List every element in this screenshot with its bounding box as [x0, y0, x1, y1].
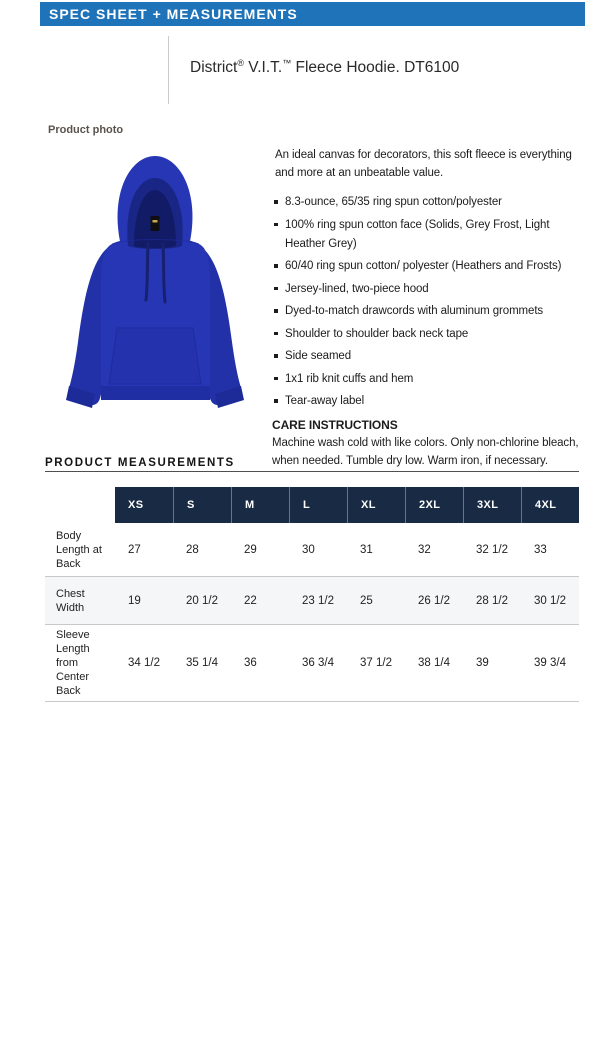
size-column-header: XL — [347, 487, 405, 523]
intro-line: and more at an unbeatable value. — [275, 167, 444, 179]
row-label: Sleeve Length from Center Back — [45, 625, 115, 702]
title-line: V.I.T. — [244, 59, 283, 76]
hoodie-illustration — [56, 144, 254, 416]
feature-bullet — [272, 325, 584, 344]
banner-bar — [40, 2, 585, 26]
measurement-value: 36 — [231, 625, 289, 702]
size-column-header: 4XL — [521, 487, 579, 523]
measurement-value: 20 1/2 — [173, 577, 231, 625]
bullet-icon — [272, 370, 285, 389]
measurement-value: 30 — [289, 523, 347, 577]
size-column-header: L — [289, 487, 347, 523]
feature-bullet — [272, 193, 584, 212]
measurement-value: 27 — [115, 523, 173, 577]
care-line: Machine wash cold with like colors. Only non-chlorine bleach, — [272, 437, 579, 449]
measurement-value: 39 3/4 — [521, 625, 579, 702]
size-column-header: 2XL — [405, 487, 463, 523]
title-product: Fleece Hoodie. DT6100 — [291, 59, 460, 76]
bullet-text: 1x1 rib knit cuffs and hem — [285, 372, 414, 385]
feature-bullet — [272, 392, 584, 411]
care-instructions-text — [272, 434, 584, 470]
bullet-icon — [272, 302, 285, 321]
measurement-value: 22 — [231, 577, 289, 625]
bullet-text: Side seamed — [285, 350, 352, 362]
title-brand: District — [190, 59, 238, 76]
measurement-value: 37 1/2 — [347, 625, 405, 702]
measurement-value: 28 1/2 — [463, 577, 521, 625]
measurement-value: 23 1/2 — [289, 577, 347, 625]
measurement-value: 33 — [521, 523, 579, 577]
measurement-value: 38 1/4 — [405, 625, 463, 702]
measurement-value: 19 — [115, 577, 173, 625]
bullet-text: Tear-away label — [285, 395, 365, 407]
feature-bullet — [272, 257, 584, 276]
page-title — [190, 59, 459, 77]
measurement-value: 28 — [173, 523, 231, 577]
feature-bullet — [272, 280, 584, 299]
measurement-value: 30 1/2 — [521, 577, 579, 625]
measurement-value: 31 — [347, 523, 405, 577]
row-label: Body Length at Back — [45, 523, 115, 577]
section-rule — [45, 471, 579, 472]
measurement-value: 32 1/2 — [463, 523, 521, 577]
row-label: Chest Width — [45, 577, 115, 625]
size-column-header: S — [173, 487, 231, 523]
size-column-header: M — [231, 487, 289, 523]
bullet-icon — [272, 280, 285, 299]
product-photo-hoodie — [56, 144, 254, 416]
size-column-header: XS — [115, 487, 173, 523]
measurement-value: 39 — [463, 625, 521, 702]
bullet-text: 60/40 ring spun cotton/ polyester (Heathers and Frosts) — [285, 260, 562, 272]
size-column-header: 3XL — [463, 487, 521, 523]
table-corner-cell — [45, 487, 115, 523]
measurement-value: 36 3/4 — [289, 625, 347, 702]
description-intro — [272, 146, 584, 182]
bullet-icon — [272, 257, 285, 276]
measurement-value: 29 — [231, 523, 289, 577]
product-description — [272, 146, 584, 470]
feature-bullet — [272, 347, 584, 366]
bullet-icon — [272, 347, 285, 366]
trademark-mark: ™ — [282, 57, 292, 68]
care-line: when needed. Tumble dry low. Warm iron, if necessary. — [272, 455, 548, 467]
registered-mark: ® — [237, 57, 244, 68]
bullet-icon — [272, 325, 285, 344]
bullet-text: Dyed-to-match drawcords with aluminum grommets — [285, 305, 544, 317]
bullet-icon — [272, 193, 285, 212]
bullet-text: Heather Grey) — [285, 237, 357, 250]
measurements-section-title: PRODUCT MEASUREMENTS — [45, 457, 235, 469]
bullet-text: 100% ring spun cotton face (Solids, Grey Frost, Light — [285, 218, 550, 231]
bullet-text: Jersey-lined, two-piece hood — [285, 282, 429, 295]
feature-bullet — [272, 216, 584, 254]
banner-title: SPEC SHEET + MEASUREMENTS — [49, 6, 298, 22]
measurement-value: 32 — [405, 523, 463, 577]
measurements-table — [45, 487, 579, 702]
feature-bullet — [272, 302, 584, 321]
bullet-icon — [272, 216, 285, 254]
bullet-icon — [272, 392, 285, 411]
feature-bullet — [272, 370, 584, 389]
measurement-value: 34 1/2 — [115, 625, 173, 702]
title-divider-line — [168, 36, 169, 104]
care-instructions-title: CARE INSTRUCTIONS — [272, 418, 398, 432]
measurement-value: 35 1/4 — [173, 625, 231, 702]
bullet-text: 8.3-ounce, 65/35 ring spun cotton/polyester — [285, 196, 502, 208]
intro-line: An ideal canvas for decorators, this soft fleece is everything — [275, 149, 572, 161]
measurement-value: 26 1/2 — [405, 577, 463, 625]
measurement-value: 25 — [347, 577, 405, 625]
bullet-text: Shoulder to shoulder back neck tape — [285, 327, 469, 340]
product-photo-label: Product photo — [48, 124, 124, 136]
